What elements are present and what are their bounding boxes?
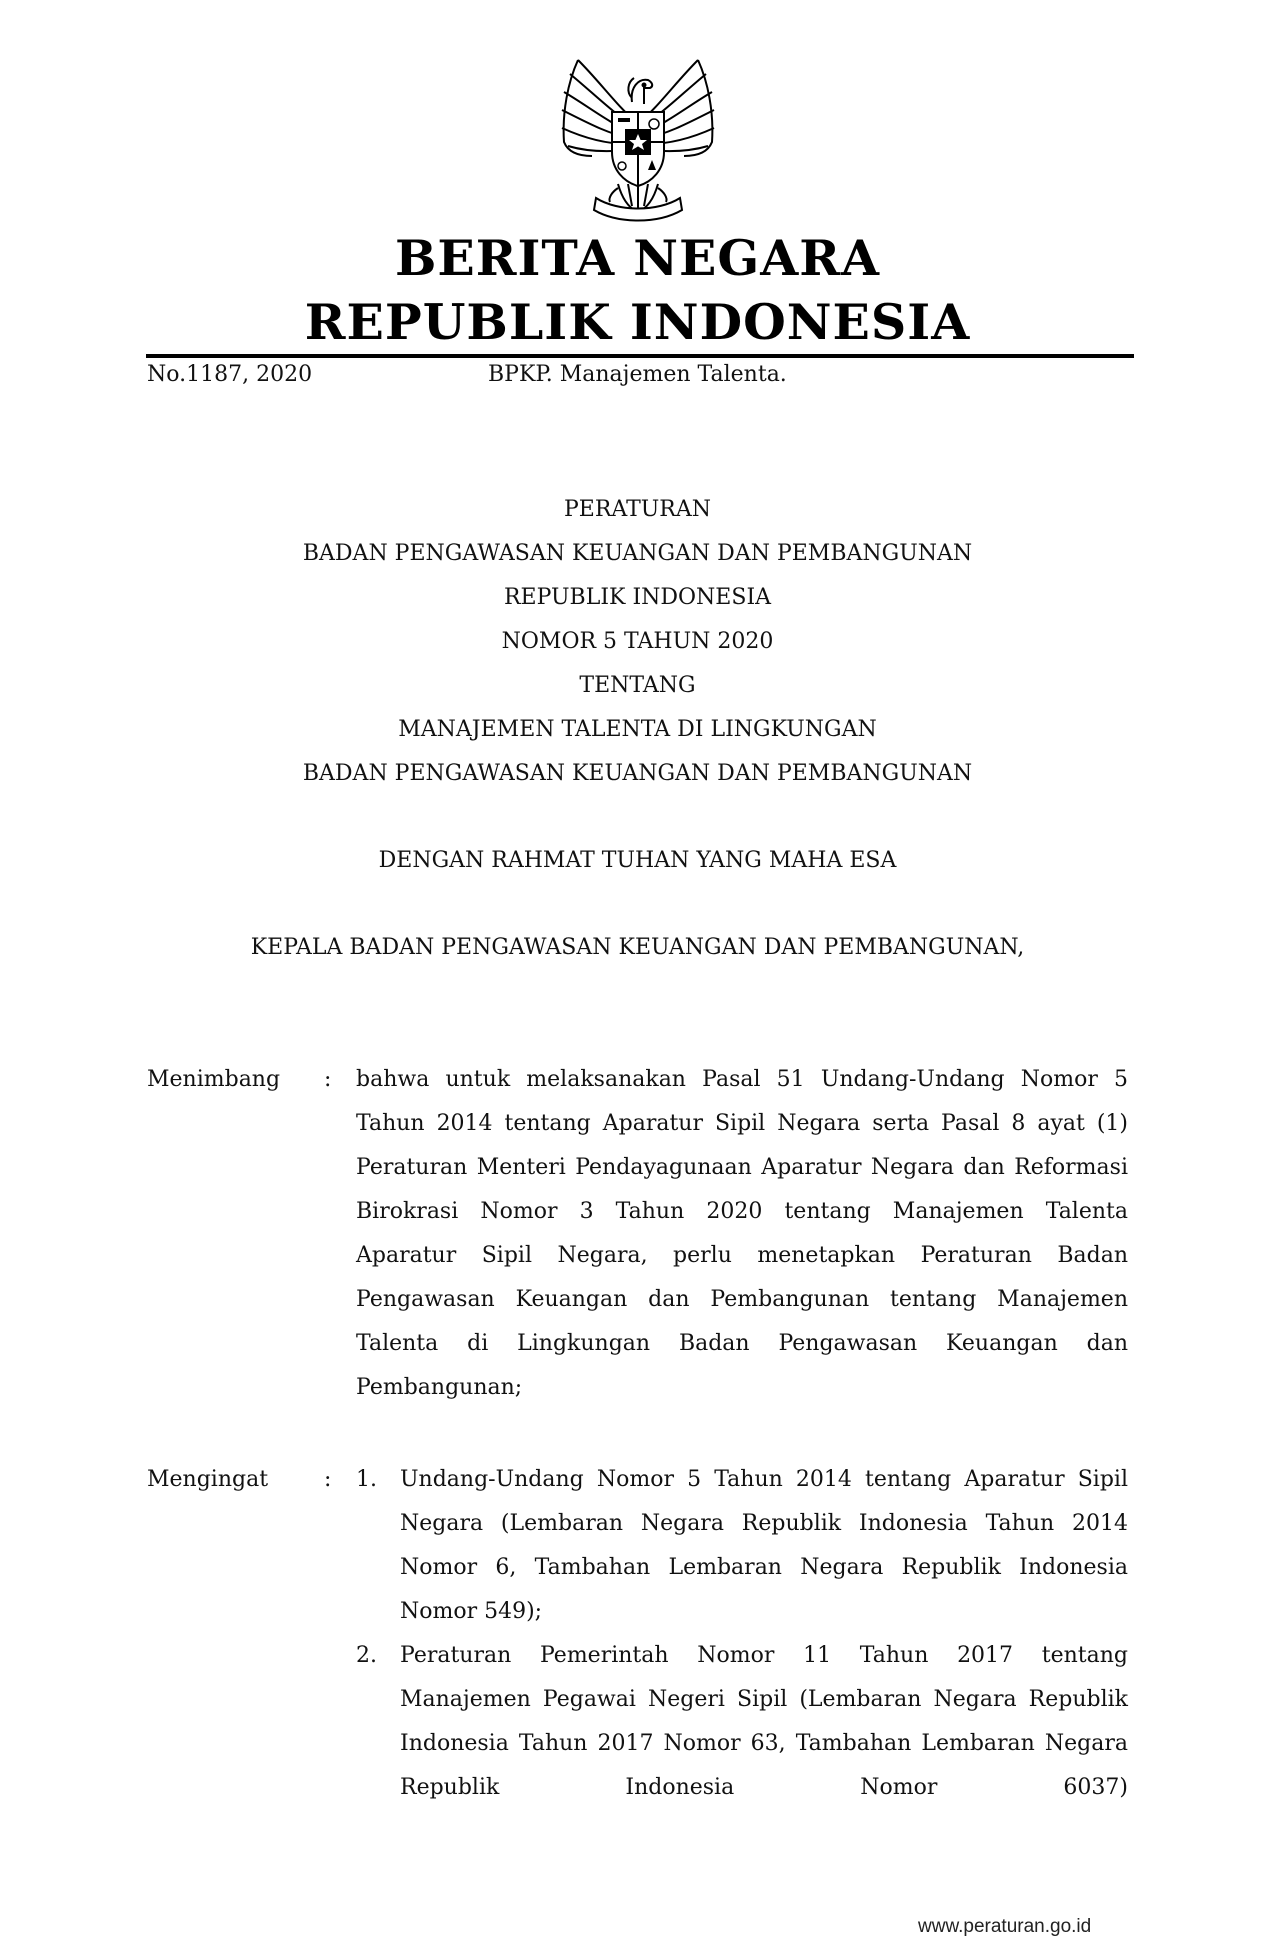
list-item-number: 1. bbox=[356, 1467, 377, 1492]
menimbang-label: Menimbang bbox=[147, 1067, 281, 1092]
title-line: BADAN PENGAWASAN KEUANGAN DAN PEMBANGUNAN bbox=[302, 761, 973, 786]
grace-invocation: DENGAN RAHMAT TUHAN YANG MAHA ESA bbox=[378, 848, 897, 873]
regulation-title bbox=[0, 488, 1275, 796]
masthead-divider bbox=[146, 354, 1134, 358]
issuing-official: KEPALA BADAN PENGAWASAN KEUANGAN DAN PEMBANGUNAN, bbox=[250, 935, 1025, 960]
title-line: MANAJEMEN TALENTA DI LINGKUNGAN bbox=[398, 717, 877, 742]
menimbang-colon: : bbox=[324, 1067, 332, 1092]
footer-url: www.peraturan.go.id bbox=[918, 1916, 1092, 1937]
list-item-text: Peraturan Pemerintah Nomor 11 Tahun 2017 tentang Manajemen Pegawai Negeri Sipil (Lembaran Negara Republik Indonesia Tahun 2017 Nomor 63, Tambahan Lembaran Negara Republik Indonesia Nomor 6037) bbox=[400, 1643, 1128, 1800]
masthead-title-line2: REPUBLIK INDONESIA bbox=[304, 293, 971, 351]
masthead-title-line1: BERITA NEGARA bbox=[394, 229, 880, 287]
mengingat-colon: : bbox=[324, 1467, 332, 1492]
title-line: NOMOR 5 TAHUN 2020 bbox=[501, 629, 774, 654]
list-item-text: Undang-Undang Nomor 5 Tahun 2014 tentang Aparatur Sipil Negara (Lembaran Negara Republik Indonesia Tahun 2014 Nomor 6, Tambahan Lembaran Negara Republik Indonesia Nomor 549); bbox=[400, 1467, 1128, 1624]
list-item-number: 2. bbox=[356, 1643, 377, 1668]
title-line: BADAN PENGAWASAN KEUANGAN DAN PEMBANGUNAN bbox=[302, 541, 973, 566]
title-line: REPUBLIK INDONESIA bbox=[503, 585, 772, 610]
gazette-topic: BPKP. Manajemen Talenta. bbox=[488, 362, 787, 387]
menimbang-text: bahwa untuk melaksanakan Pasal 51 Undang-Undang Nomor 5 Tahun 2014 tentang Aparatur Sipil Negara serta Pasal 8 ayat (1) Peraturan Menteri Pendayagunaan Aparatur Negara dan Reformasi Birokrasi Nomor 3 Tahun 2020 tentang Manajemen Talenta Aparatur Sipil Negara, perlu menetapkan Peraturan Badan Pengawasan Keuangan dan Pembangunan tentang Manajemen Talenta di Lingkungan Badan Pengawasan Keuangan dan Pembangunan; bbox=[356, 1067, 1128, 1400]
mengingat-label: Mengingat bbox=[147, 1467, 269, 1492]
gazette-number: No.1187, 2020 bbox=[147, 362, 313, 387]
garuda-emblem-icon bbox=[548, 52, 728, 227]
title-line: PERATURAN bbox=[563, 497, 712, 522]
title-line: TENTANG bbox=[579, 673, 696, 698]
